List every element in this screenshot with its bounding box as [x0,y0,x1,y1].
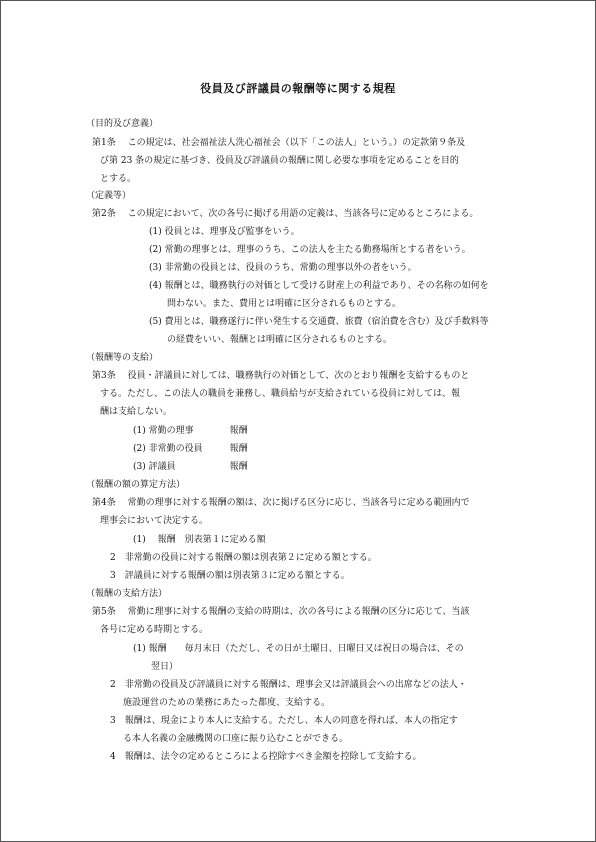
article-5-line-1: 第5条 常勤に理事に対する報酬の支給の時期は、次の各号による報酬の区分に応じて、当該 [92,607,470,617]
heading-calculation: （報酬の額の算定方法） [86,480,186,490]
article-5-line-2: 各号に定める時期とする。 [100,625,209,635]
article-4-item-1: (1) 報酬 別表第１に定める額 [133,535,266,545]
heading-purpose: （目的及び意義） [86,119,159,129]
article-4-para-2: 2 非常勤の役員に対する報酬の額は別表第２に定める額とする。 [110,553,377,563]
article-3-line-1: 第3条 役員・評議員に対しては、職務執行の対価として、次のとおり報酬を支給するものと [92,371,470,381]
article-5-item-1: (1) 報酬 毎月末日（ただし、その日が土曜日、日曜日又は祝日の場合は、その [133,644,464,654]
article-5-para-3-cont: る本人名義の金融機関の口座に振り込むことができる。 [123,734,349,744]
article-2-line-1: 第2条 この規定において、次の各号に掲げる用語の定義は、当該各号に定めるところによる。 [92,209,479,219]
article-3-item-1: (1) 常勤の理事 報酬 [133,426,248,436]
article-3-item-3: (3) 評議員 報酬 [133,462,248,472]
article-2-item-5: (5) 費用とは、職務遂行に伴い発生する交通費、旅費（宿泊費を含む）及び手数料等 [149,317,489,327]
document-title: 役員及び評議員の報酬等に関する規程 [200,82,396,95]
article-3-line-3: 酬は支給しない。 [100,407,173,417]
article-4-line-2: 理事会において決定する。 [100,516,209,526]
article-4-line-1: 第4条 常勤の理事に対する報酬の額は、次に掲げる区分に応じ、当該各号に定める範囲内で [92,498,470,508]
article-1-line-2: び第 23 条の規定に基づき、役員及び評議員の報酬に関し必要な事項を定めることを目的 [100,156,459,166]
article-5-para-4: 4 報酬は、法令の定めるところによる控除すべき金額を控除して支給する。 [110,752,422,762]
article-5-item-1-cont: 翌日） [151,662,179,672]
article-2-item-5-cont: の経費をいい、報酬とは明確に区分されるものとする。 [167,335,393,345]
article-1-line-3: とする。 [100,174,137,184]
article-1-line-1: 第1条 この規定は、社会福祉法人洗心福祉会（以下「この法人」という。）の定款第９条及 [92,138,466,148]
article-3-item-2: (2) 非常勤の役員 報酬 [133,444,248,454]
article-2-item-3: (3) 非常勤の役員とは、役員のうち、常勤の理事以外の者をいう。 [149,263,417,273]
article-2-item-2: (2) 常勤の理事とは、理事のうち、この法人を主たる勤務場所とする者をいう。 [149,245,471,255]
article-2-item-4-cont: 問わない。また、費用とは明確に区分されるものとする。 [167,299,402,309]
article-2-item-1: (1) 役員とは、理事及び監事をいう。 [149,227,300,237]
article-5-para-2-cont: 施設運営のための業務にあたった都度、支給する。 [123,698,331,708]
article-5-para-3: 3 報酬は、現金により本人に支給する。ただし、本人の同意を得れば、本人の指定す [110,716,458,726]
article-5-para-2: 2 非常勤の役員及び評議員に対する報酬は、理事会又は評議員会への出席などの法人・ [110,680,467,690]
article-2-item-4: (4) 報酬とは、職務執行の対価として受ける財産上の利益であり、その名称の如何を [149,281,489,291]
article-3-line-2: する。ただし、この法人の職員を兼務し、職員給与が支給されている役員に対しては、報 [100,389,461,399]
article-4-para-3: 3 評議員に対する報酬の額は別表第３に定める額とする。 [110,571,350,581]
heading-definitions: （定義等） [86,191,132,201]
heading-payment: （報酬等の支給） [86,353,159,363]
heading-method: （報酬の支給方法） [86,589,168,599]
